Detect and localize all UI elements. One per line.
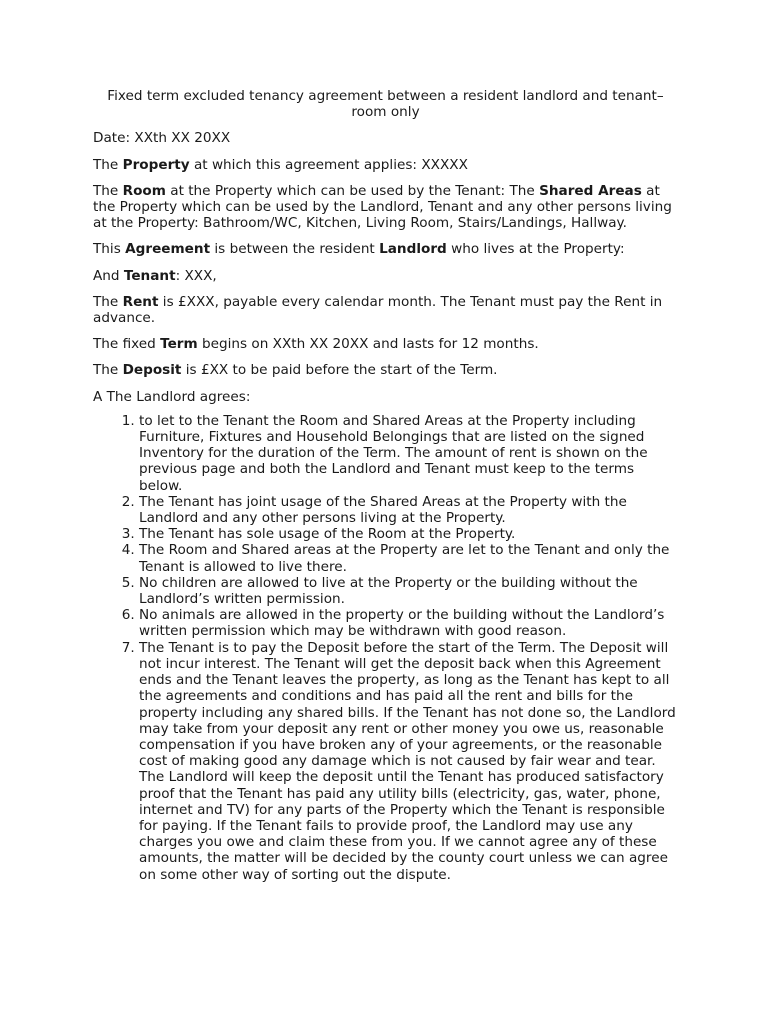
room-term: Room xyxy=(122,182,166,199)
tenant-term: Tenant xyxy=(123,267,176,284)
landlord-term: Landlord xyxy=(379,241,447,258)
date-paragraph: Date: XXth XX 20XX xyxy=(93,130,231,147)
list-item: 7. The Tenant is to pay the Deposit before the start of the Term. The Deposit will not incur interest. The Tenant will get the deposit back when this Agreement ends and the Tenant leaves the property, as long as the Tenant has kept to all the agreements and conditions and has paid all the rent and bills for the property including any shared bills. If the Tenant has not done so, the Landlord may take from your deposit any rent or other money you owe us, reasonable compensation if you have broken any of your agreements, or the reasonable cost of making good any damage which is not caused by fair wear and tear. The Landlord will keep the deposit until the Tenant has produced satisfactory proof that the Tenant has paid any utility bills (electricity, gas, water, phone, internet and TV) for any parts of the Property which the Tenant is responsible for paying. If the Tenant fails to provide proof, the Landlord may use any charges you owe and claim these from you. If we cannot agree any of these amounts, the matter will be decided by the county court unless we can agree on some other way of sorting out the dispute. xyxy=(139,640,678,883)
rent-term: Rent xyxy=(122,293,159,310)
list-item: 5. No children are allowed to live at the Property or the building without the Landlord’s written permission. xyxy=(139,575,678,607)
title-line-1: Fixed term excluded tenancy agreement between a resident landlord and tenant– xyxy=(107,88,664,104)
title-line-2: room only xyxy=(351,104,420,121)
tenant-paragraph: And Tenant: XXX, xyxy=(93,267,217,284)
document-title xyxy=(93,88,678,120)
list-item: 3. The Tenant has sole usage of the Room at the Property. xyxy=(139,526,678,542)
term-paragraph: The fixed Term begins on XXth XX 20XX and lasts for 12 months. xyxy=(93,336,539,353)
property-paragraph: The Property at which this agreement applies: XXXXX xyxy=(93,156,468,173)
property-term: Property xyxy=(122,156,190,173)
agreement-paragraph: This Agreement is between the resident Landlord who lives at the Property: xyxy=(93,241,625,258)
shared-areas-term: Shared Areas xyxy=(539,182,642,199)
agreement-term: Agreement xyxy=(125,241,211,258)
list-item: 2. The Tenant has joint usage of the Shared Areas at the Property with the Landlord and any other persons living at the Property. xyxy=(139,494,678,526)
list-item: 4. The Room and Shared areas at the Property are let to the Tenant and only the Tenant is allowed to live there. xyxy=(139,542,678,574)
list-item: 1. to let to the Tenant the Room and Shared Areas at the Property including Furniture, Fixtures and Household Belongings that are listed on the signed Inventory for the duration of the Term. The amount of rent is shown on the previous page and both the Landlord and Tenant must keep to the terms below. xyxy=(139,413,678,494)
section-a-heading: A The Landlord agrees: xyxy=(93,388,251,405)
deposit-term: Deposit xyxy=(122,362,182,379)
rent-paragraph: The Rent is £XXX, payable every calendar month. The Tenant must pay the Rent in advance. xyxy=(93,293,663,327)
list-item: 6. No animals are allowed in the property or the building without the Landlord’s written permission which may be withdrawn with good reason. xyxy=(139,607,678,639)
fixed-term-term: Term xyxy=(160,336,198,353)
room-paragraph: The Room at the Property which can be used by the Tenant: The Shared Areas at the Property which can be used by the Landlord, Tenant and any other persons living at the Property: Bathroom/WC, Kitchen, Living Room, Stairs/Landings, Hallway. xyxy=(93,182,672,232)
landlord-clauses-list xyxy=(93,413,678,883)
deposit-paragraph: The Deposit is £XX to be paid before the start of the Term. xyxy=(93,362,498,379)
